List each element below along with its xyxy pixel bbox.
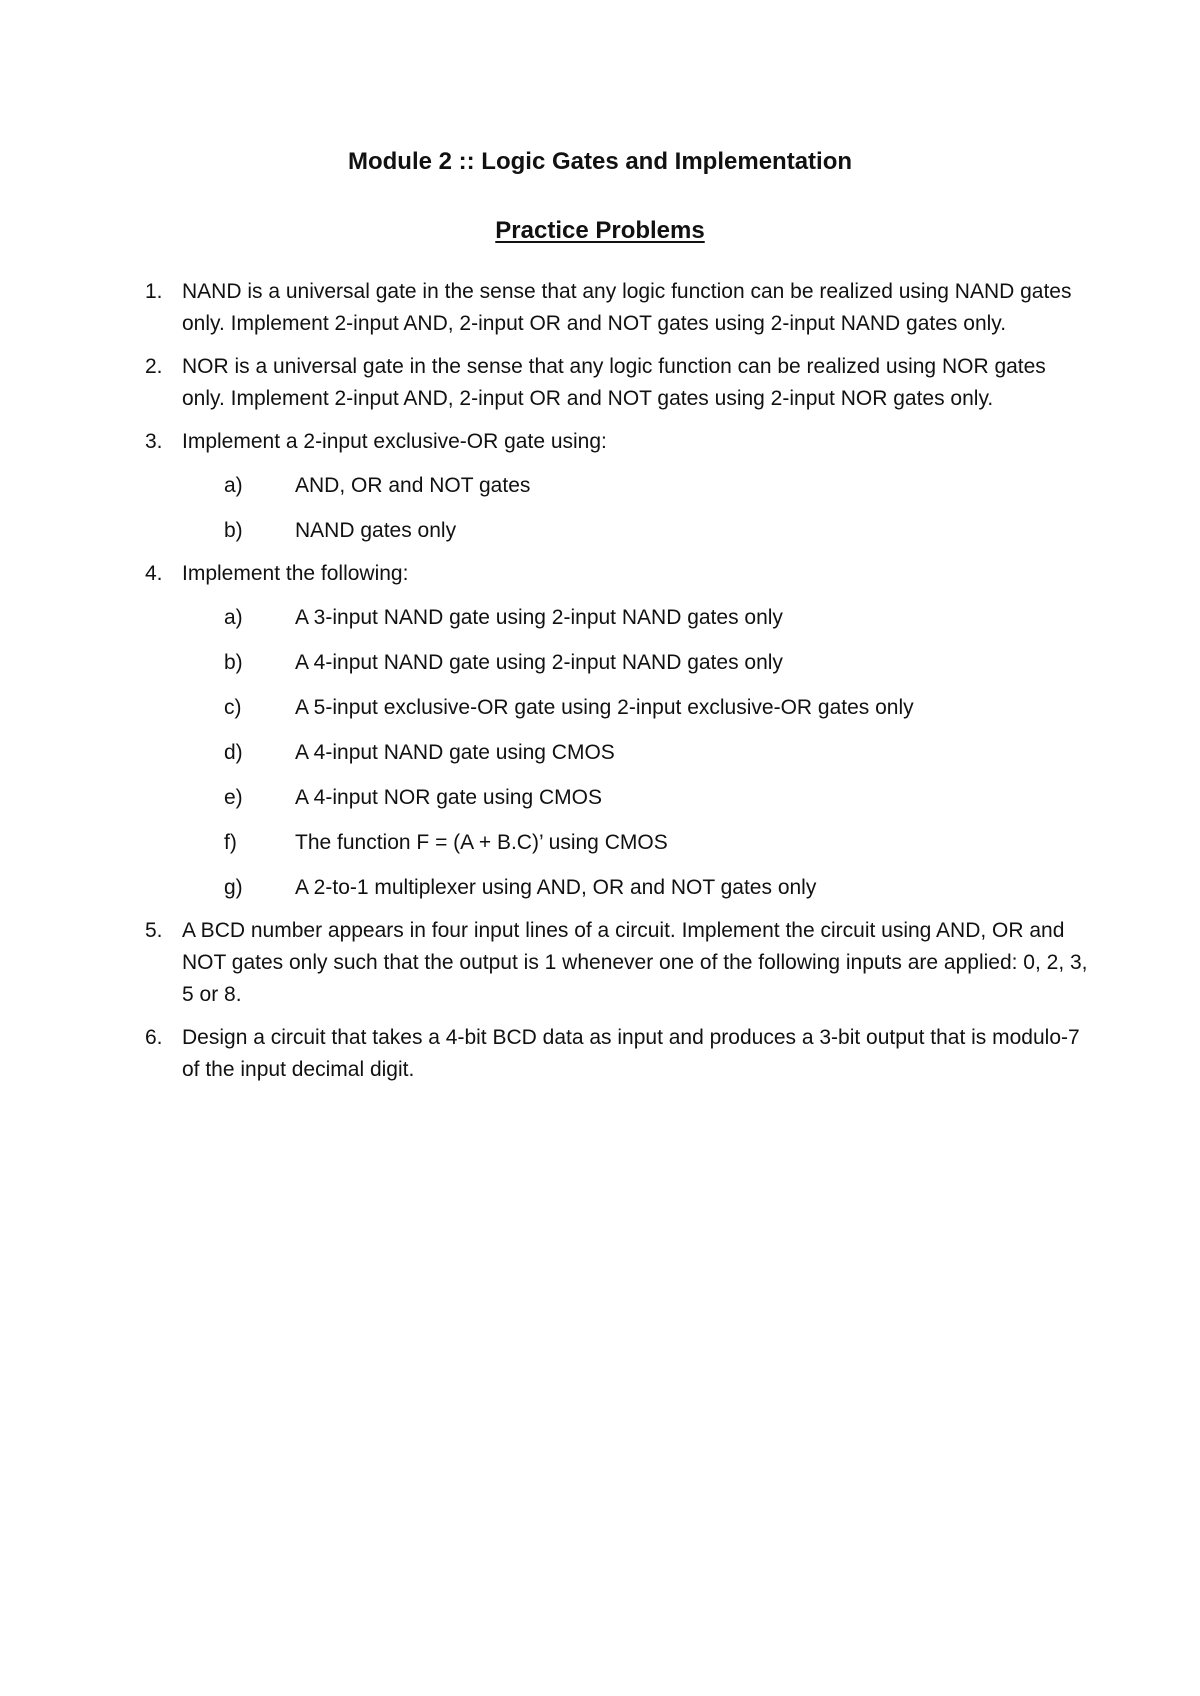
subitem-label: f) <box>224 831 237 854</box>
problem-number: 3. <box>145 430 163 453</box>
problem-text: Implement the following: <box>182 562 409 585</box>
problem-body <box>182 426 1090 547</box>
subitem-text: A 4-input NAND gate using 2-input NAND gates only <box>295 651 783 674</box>
subitem-list <box>182 602 1090 904</box>
subitem <box>182 515 1090 547</box>
subitem <box>182 470 1090 502</box>
subitem-label: d) <box>224 741 243 764</box>
problem-6 <box>145 1022 1090 1086</box>
document-subtitle <box>0 215 1200 247</box>
subitem-label: a) <box>224 474 243 497</box>
subitem-text: A 5-input exclusive-OR gate using 2-input exclusive-OR gates only <box>295 696 914 719</box>
problem-list <box>145 276 1090 1097</box>
subitem-text: A 4-input NAND gate using CMOS <box>295 741 615 764</box>
problem-5 <box>145 915 1090 1011</box>
document-title: Module 2 :: Logic Gates and Implementation <box>347 148 853 175</box>
problem-4 <box>145 558 1090 904</box>
problem-text: Implement a 2-input exclusive-OR gate using: <box>182 430 607 453</box>
subitem <box>182 692 1090 724</box>
subitem-text: The function F = (A + B.C)’ using CMOS <box>295 831 668 854</box>
problem-3 <box>145 426 1090 547</box>
subitem <box>182 782 1090 814</box>
subitem-text: NAND gates only <box>295 519 457 542</box>
problem-text: NAND is a universal gate in the sense that any logic function can be realized using NAND gates only. Implement 2-input AND, 2-input OR and NOT gates using 2-input NAND gates only. <box>182 280 1072 335</box>
problem-1 <box>145 276 1090 340</box>
problem-number: 2. <box>145 355 163 378</box>
subitem-label: a) <box>224 606 243 629</box>
problem-text: Design a circuit that takes a 4-bit BCD data as input and produces a 3-bit output that is modulo-7 of the input decimal digit. <box>182 1026 1080 1081</box>
subitem-label: e) <box>224 786 243 809</box>
problem-number: 1. <box>145 280 163 303</box>
problem-text: NOR is a universal gate in the sense that any logic function can be realized using NOR gates only. Implement 2-input AND, 2-input OR and NOT gates using 2-input NOR gates only. <box>182 355 1046 410</box>
subitem <box>182 827 1090 859</box>
subitem-label: g) <box>224 876 243 899</box>
problem-body <box>182 558 1090 904</box>
subitem <box>182 647 1090 679</box>
subitem-text: AND, OR and NOT gates <box>295 474 531 497</box>
subitem-label: b) <box>224 651 243 674</box>
problem-2 <box>145 351 1090 415</box>
subtitle-text: Practice Problems <box>495 217 705 244</box>
subitem-text: A 2-to-1 multiplexer using AND, OR and NOT gates only <box>295 876 817 899</box>
subitem-label: b) <box>224 519 243 542</box>
subitem <box>182 602 1090 634</box>
problem-text: A BCD number appears in four input lines of a circuit. Implement the circuit using AND, OR and NOT gates only such that the output is 1 whenever one of the following inputs are applied: 0, 2, 3, 5 or 8. <box>182 919 1088 1006</box>
problem-number: 5. <box>145 919 163 942</box>
subitem-text: A 4-input NOR gate using CMOS <box>295 786 602 809</box>
problem-number: 4. <box>145 562 163 585</box>
problem-number: 6. <box>145 1026 163 1049</box>
subitem <box>182 737 1090 769</box>
subitem <box>182 872 1090 904</box>
subitem-list <box>182 470 1090 547</box>
subitem-text: A 3-input NAND gate using 2-input NAND gates only <box>295 606 783 629</box>
subitem-label: c) <box>224 696 242 719</box>
